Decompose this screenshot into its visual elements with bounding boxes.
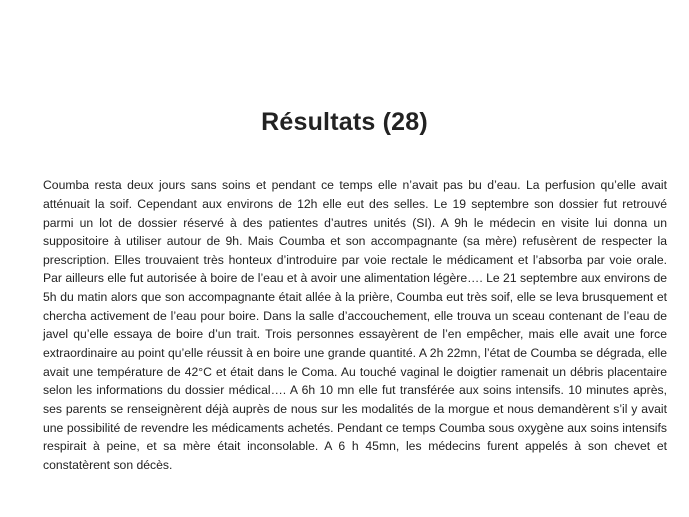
slide-title: Résultats (28) (261, 107, 428, 136)
slide-body-text: Coumba resta deux jours sans soins et pendant ce temps elle n’avait pas bu d’eau. La perfusion qu’elle avait atténuait la soif. Cependant aux environs de 12h elle eut des selles. Le 19 septembre son dossier fut retrouvé parmi un lot de dossier réservé à des patientes d’autres unités (SI). A 9h le médecin en visite lui donna un suppositoire à utiliser autour de 9h. Mais Coumba et son accompagnante (sa mère) refusèrent de respecter la prescription. Elles trouvaient très honteux d’introduire par voie rectale le médicament et l’absorba par voie orale. Par ailleurs elle fut autorisée à boire de l’eau et à avoir une alimentation légère…. Le 21 septembre aux environs de 5h du matin alors que son accompagnante était allée à la prière, Coumba eut très soif, elle se leva brusquement et chercha activement de l’eau pour boire. Dans la salle d’accouchement, elle trouva un sceau contenant de l’eau de javel qu’elle essaya de boire d’un trait. Trois personnes essayèrent de l’en empêcher, mais elle avait une force extraordinaire au point qu’elle réussit à en boire une grande quantité. A 2h 22mn, l’état de Coumba se dégrada, elle avait une température de 42°C et était dans le Coma. Au touché vaginal le doigtier ramenait un débris placentaire selon les informations du dossier médical…. A 6h 10 mn elle fut transférée aux soins intensifs. 10 minutes après, ses parents se renseignèrent déjà auprès de nous sur les modalités de la morgue et nous demandèrent s’il y avait une possibilité de revendre les médicaments achetés. Pendant ce temps Coumba sous oxygène aux soins intensifs respirait à peine, et sa mère était inconsolable. A 6 h 45mn, les médecins furent appelés à son chevet et constatèrent son décès. (43, 178, 667, 473)
